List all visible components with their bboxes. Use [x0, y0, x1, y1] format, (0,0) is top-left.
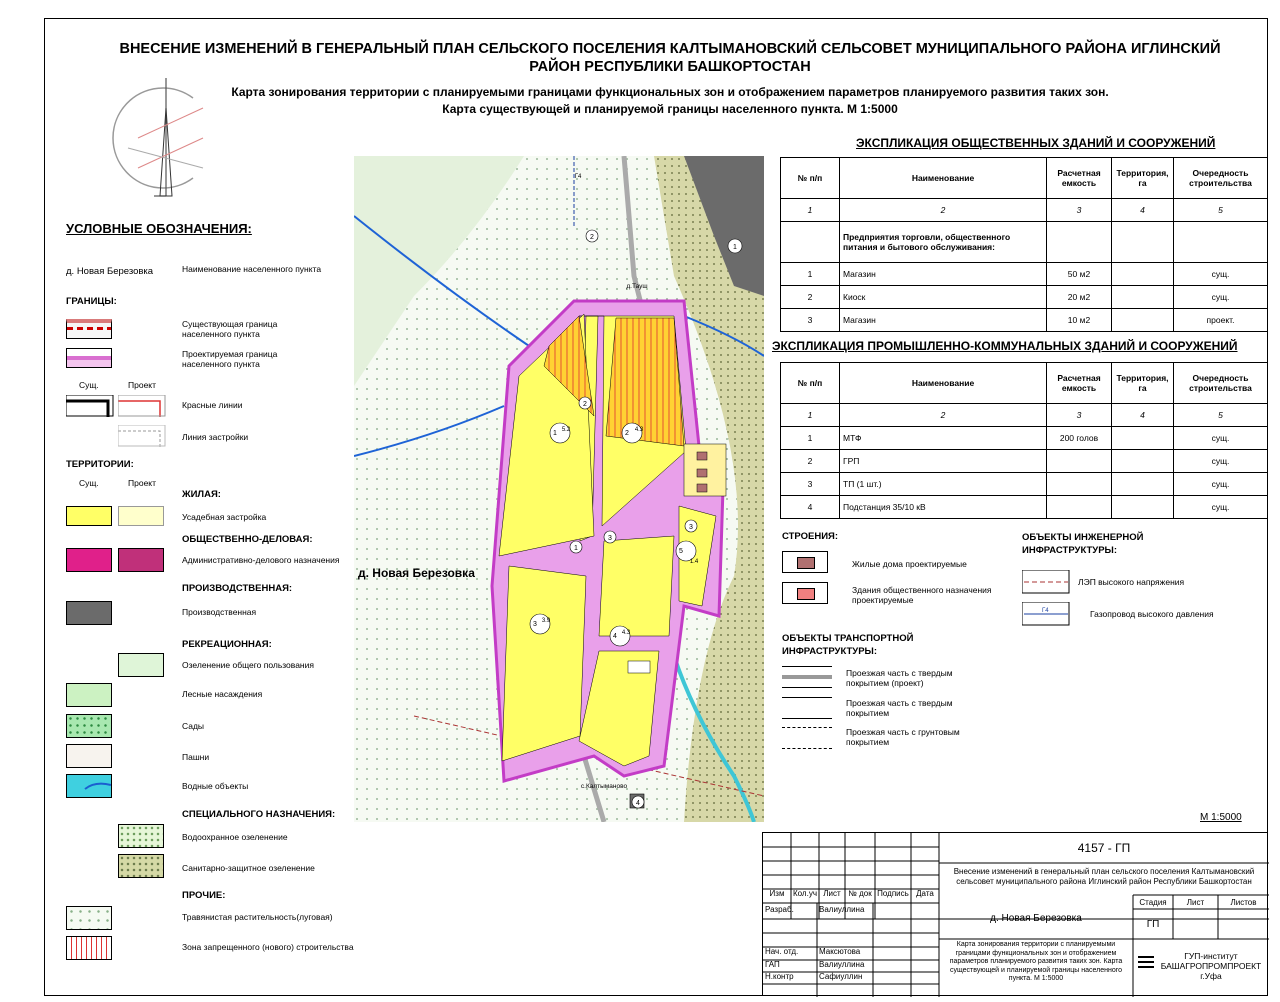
stamp-description: Внесение изменений в генеральный план сельского поселения Калтымановский сельсовет муниципального района Иглинский район Республики Башкортостан: [953, 867, 1255, 886]
t2-cell: 3: [781, 473, 840, 496]
stamp-gap-label: ГАП: [765, 960, 780, 969]
swatch-residential-planned: [782, 551, 828, 573]
t1-cell: 10 м2: [1047, 309, 1112, 332]
t2-cell: [1112, 496, 1174, 519]
swatch-road-hard: [782, 697, 832, 719]
swatch-sanitary: [118, 854, 164, 878]
t1-h-num: № п/п: [781, 158, 840, 199]
t1-cell: [1112, 286, 1174, 309]
legend-col-plan: Проект: [128, 380, 156, 390]
t2-h-capacity: Расчетная емкость: [1047, 363, 1112, 404]
t2-cell: сущ.: [1174, 427, 1268, 450]
gas-code-label: Г4: [574, 174, 582, 180]
legend-recreational: РЕКРЕАЦИОННАЯ:: [182, 639, 272, 650]
zone-3-num: 3: [533, 621, 537, 628]
swatch-red-line-plan: [118, 395, 166, 417]
t2-cell: Подстанция 35/10 кВ: [840, 496, 1047, 519]
table-row: [781, 473, 1268, 496]
t1-h-order: Очередность строительства: [1174, 158, 1268, 199]
swatch-homestead-exist: [66, 506, 112, 526]
zone-4-area-value: 4.3: [621, 630, 631, 636]
legend-admin: Административно-делового назначения: [182, 555, 340, 565]
legend-border-existing: Существующая граница населенного пункта: [182, 319, 278, 339]
zone-1-num: 1: [553, 430, 557, 437]
t2-cell: [1112, 450, 1174, 473]
table-row: [781, 263, 1268, 286]
swatch-industrial: [66, 601, 112, 625]
legend-heading: УСЛОВНЫЕ ОБОЗНАЧЕНИЯ:: [66, 221, 252, 236]
legend-green-public: Озеленение общего пользования: [182, 660, 314, 670]
zone-2-ban: [606, 318, 684, 446]
stamp-sheets-label: Листов: [1230, 898, 1257, 907]
stamp-nkontr-label: Н.контр: [765, 972, 794, 981]
table-row: [781, 496, 1268, 519]
stamp-col-izm: Изм: [769, 889, 785, 898]
t2-cell: сущ.: [1174, 473, 1268, 496]
label-kaltymanovo: с.Калтыманово: [580, 783, 628, 790]
t2-num: 5: [1174, 404, 1268, 427]
public-building: [628, 661, 650, 673]
swatch-water-protect: [118, 824, 164, 848]
t1-cell: 50 м2: [1047, 263, 1112, 286]
swatch-water: [66, 774, 112, 798]
swatch-green-public: [118, 653, 164, 677]
t1-cell: [1112, 263, 1174, 286]
stamp-col-list: Лист: [823, 889, 841, 898]
swatch-red-line-exist: [66, 395, 114, 417]
legend-settlement-label: Наименование населенного пункта: [182, 264, 322, 274]
zone-5-area-value: 1.4: [689, 559, 699, 565]
marker-label-1: 1: [733, 244, 737, 251]
legend-other: ПРОЧИЕ:: [182, 890, 226, 901]
public-buildings-table: [780, 157, 1268, 332]
table-row: [781, 450, 1268, 473]
legend-red-lines: Красные линии: [182, 400, 243, 410]
t2-h-territory: Территория, га: [1112, 363, 1174, 404]
swatch-road-dirt: [782, 727, 832, 749]
stamp-stage-value: ГП: [1146, 919, 1160, 930]
legend-public: ОБЩЕСТВЕННО-ДЕЛОВАЯ:: [182, 534, 313, 545]
marker-label-6: 1: [574, 545, 578, 552]
legend-water-protect: Водоохранное озеленение: [182, 832, 288, 842]
zone-2-area-value: 4.3: [634, 427, 644, 433]
t1-cell: сущ.: [1174, 263, 1268, 286]
legend-sanitary: Санитарно-защитное озеленение: [182, 863, 315, 873]
planned-house-3: [697, 484, 707, 492]
stamp-sheet-desc: Карта зонирования территории с планируемыми границами функциональных зон и отображением параметров планируемого развития таких зон. Карта существующей и планируемой границы населенного пункта. М 1:5000: [949, 941, 1123, 982]
t1-num: 2: [840, 199, 1047, 222]
zone-3-area-value: 3.9: [541, 618, 551, 624]
t2-cell: сущ.: [1174, 450, 1268, 473]
legend-arable: Пашни: [182, 752, 210, 762]
transport-heading: ОБЪЕКТЫ ТРАНСПОРТНОЙ ИНФРАСТРУКТУРЫ:: [782, 633, 914, 657]
t1-h-territory: Территория, га: [1112, 158, 1174, 199]
table1-heading: ЭКСПЛИКАЦИЯ ОБЩЕСТВЕННЫХ ЗДАНИЙ И СООРУЖЕНИЙ: [856, 136, 1216, 150]
structures-heading: СТРОЕНИЯ:: [782, 531, 839, 542]
marker-label-2: 2: [590, 234, 594, 241]
stamp-razrab-label: Разраб.: [765, 905, 794, 914]
swatch-gas-line: [1022, 602, 1070, 626]
swatch-power-line: [1022, 570, 1070, 594]
swatch-grass: [66, 906, 112, 930]
sheet-title: ВНЕСЕНИЕ ИЗМЕНЕНИЙ В ГЕНЕРАЛЬНЫЙ ПЛАН СЕЛЬСКОГО ПОСЕЛЕНИЯ КАЛТЫМАНОВСКИЙ СЕЛЬСОВЕТ МУНИЦИПАЛЬНОГО РАЙОНА ИГЛИНСКИЙ РАЙОН РЕСПУБЛИКИ БАШКОРТОСТАН: [119, 41, 1221, 75]
t2-cell: [1047, 496, 1112, 519]
t1-cell: 20 м2: [1047, 286, 1112, 309]
stamp-org: ГУП-институт БАШАГРОПРОМПРОЕКТ г.Уфа: [1160, 951, 1262, 981]
swatch-gardens: [66, 714, 112, 738]
t2-cell: [1112, 473, 1174, 496]
compass-logo-icon: [108, 78, 218, 198]
zone-4-num: 4: [613, 633, 617, 640]
marker-label-5: 3: [608, 535, 612, 542]
t1-cell: [1112, 309, 1174, 332]
legend-water: Водные объекты: [182, 781, 249, 791]
t1-cell: 1: [781, 263, 840, 286]
transport-hard: Проезжая часть с твердым покрытием: [846, 698, 953, 718]
legend-col-plan2: Проект: [128, 478, 156, 488]
zone-1-area-value: 5.2: [561, 427, 571, 433]
t2-cell: [1047, 450, 1112, 473]
zoning-map[interactable]: [354, 156, 764, 822]
stamp-col-date: Дата: [916, 889, 934, 898]
legend-homestead: Усадебная застройка: [182, 512, 267, 522]
swatch-admin-plan: [118, 548, 164, 572]
legend-col-exist: Сущ.: [79, 380, 99, 390]
t1-cell: Магазин: [840, 263, 1047, 286]
swatch-border-existing: [66, 319, 112, 339]
swatch-admin-exist: [66, 548, 112, 572]
industrial-buildings-table: [780, 362, 1268, 519]
t2-cell: 2: [781, 450, 840, 473]
t2-cell: 200 голов: [1047, 427, 1112, 450]
zone-3-area: [502, 566, 586, 761]
legend-build-line: Линия застройки: [182, 432, 249, 442]
transport-hard-planned: Проезжая часть с твердым покрытием (проект): [846, 668, 953, 688]
t1-num: 1: [781, 199, 840, 222]
t2-cell: ГРП: [840, 450, 1047, 473]
legend-territories-heading: ТЕРРИТОРИИ:: [66, 459, 134, 470]
planned-house-1: [697, 452, 707, 460]
zone-2-num: 2: [625, 430, 629, 437]
engineering-heading: ОБЪЕКТЫ ИНЖЕНЕРНОЙ ИНФРАСТРУКТУРЫ:: [1022, 532, 1144, 556]
table2-heading: ЭКСПЛИКАЦИЯ ПРОМЫШЛЕННО-КОММУНАЛЬНЫХ ЗДАНИЙ И СООРУЖЕНИЙ: [772, 339, 1238, 353]
marker-label-7: 4: [636, 800, 640, 807]
stamp-nach-name: Максютова: [819, 947, 861, 956]
t2-num: 2: [840, 404, 1047, 427]
t2-cell: [1112, 427, 1174, 450]
t1-group: Предприятия торговли, общественного питания и бытового обслуживания:: [840, 222, 1047, 263]
legend-industrial: ПРОИЗВОДСТВЕННАЯ:: [182, 583, 293, 594]
t1-group-empty: [1047, 222, 1112, 263]
swatch-forest: [66, 683, 112, 707]
t1-cell: 2: [781, 286, 840, 309]
marker-label-4: 3: [689, 524, 693, 531]
legend-settlement-sample: д. Новая Березовка: [66, 266, 154, 277]
legend-col-exist2: Сущ.: [79, 478, 99, 488]
stamp-col-sign: Подпись: [877, 889, 909, 898]
engineering-power-line: ЛЭП высокого напряжения: [1078, 577, 1185, 587]
transport-dirt: Проезжая часть с грунтовым покрытием: [846, 727, 960, 747]
swatch-road-hard-planned: [782, 666, 832, 688]
t1-h-capacity: Расчетная емкость: [1047, 158, 1112, 199]
planned-house-2: [697, 469, 707, 477]
t1-cell: Магазин: [840, 309, 1047, 332]
legend-grass: Травянистая растительность(луговая): [182, 912, 333, 922]
t2-h-order: Очередность строительства: [1174, 363, 1268, 404]
t2-cell: МТФ: [840, 427, 1047, 450]
village-name-label: д. Новая Березовка: [358, 566, 475, 580]
t2-cell: 1: [781, 427, 840, 450]
swatch-public-planned: [782, 582, 828, 604]
t2-cell: 4: [781, 496, 840, 519]
stamp-col-kol: Кол.уч: [793, 889, 817, 898]
engineering-gas-line: Газопровод высокого давления: [1090, 609, 1214, 619]
table-row: [781, 309, 1268, 332]
t1-group-empty: [1112, 222, 1174, 263]
t2-num: 3: [1047, 404, 1112, 427]
org-logo-icon: [1137, 953, 1155, 971]
legend-gardens: Сады: [182, 721, 205, 731]
swatch-arable: [66, 744, 112, 768]
stamp-nach-label: Нач. отд.: [765, 947, 799, 956]
structures-public: Здания общественного назначения проектируемые: [852, 585, 992, 605]
zone-4-area: [599, 536, 674, 636]
t1-cell: Киоск: [840, 286, 1047, 309]
t2-num: 1: [781, 404, 840, 427]
t1-num: 4: [1112, 199, 1174, 222]
stamp-stage-label: Стадия: [1139, 898, 1167, 907]
t2-cell: сущ.: [1174, 496, 1268, 519]
t1-num: 3: [1047, 199, 1112, 222]
stamp-nkontr-name: Сафиуллин: [819, 972, 863, 981]
legend-ban-zone: Зона запрещенного (нового) строительства: [182, 942, 354, 952]
table-row: [781, 286, 1268, 309]
legend-residential: ЖИЛАЯ:: [182, 489, 221, 500]
label-tau: д.Тауш: [626, 283, 648, 290]
t2-num: 4: [1112, 404, 1174, 427]
table-row: [781, 427, 1268, 450]
legend-forest: Лесные насаждения: [182, 689, 263, 699]
sheet-subtitle: Карта зонирования территории с планируемыми границами функциональных зон и отображением параметров планируемого развития таких зон. Карта существующей и планируемой границы населенного пункта. М 1:5000: [231, 85, 1109, 116]
t1-cell: сущ.: [1174, 286, 1268, 309]
stamp-village: д. Новая Березовка: [990, 913, 1082, 924]
t2-cell: ТП (1 шт.): [840, 473, 1047, 496]
swatch-homestead-plan: [118, 506, 164, 526]
t1-cell: проект.: [1174, 309, 1268, 332]
stamp-col-doc: № док: [848, 889, 872, 898]
zone-5-num: 5: [679, 548, 683, 555]
marker-label-3: 2: [583, 401, 587, 408]
stamp-gap-name: Валиуллина: [819, 960, 865, 969]
stamp-sheet-label: Лист: [1186, 898, 1205, 907]
stamp-razrab-name: Валиуллина: [819, 905, 865, 914]
t1-group-empty: [781, 222, 840, 263]
t2-h-name: Наименование: [840, 363, 1047, 404]
title-block: [762, 832, 1268, 996]
t1-group-empty: [1174, 222, 1268, 263]
t1-cell: 3: [781, 309, 840, 332]
t2-cell: [1047, 473, 1112, 496]
structures-residential: Жилые дома проектируемые: [852, 559, 967, 569]
legend-border-planned: Проектируемая граница населенного пункта: [182, 349, 278, 369]
swatch-build-line: [118, 425, 166, 447]
legend-special: СПЕЦИАЛЬНОГО НАЗНАЧЕНИЯ:: [182, 809, 336, 820]
gas-code-sample: Г4: [1042, 608, 1049, 614]
swatch-ban-zone: [66, 936, 112, 960]
t2-h-num: № п/п: [781, 363, 840, 404]
t1-num: 5: [1174, 199, 1268, 222]
scale-label: М 1:5000: [1200, 812, 1242, 823]
legend-borders-heading: ГРАНИЦЫ:: [66, 296, 117, 307]
stamp-code: 4157 - ГП: [1077, 841, 1131, 855]
t1-h-name: Наименование: [840, 158, 1047, 199]
legend-industrial-item: Производственная: [182, 607, 257, 617]
swatch-border-planned: [66, 348, 112, 368]
